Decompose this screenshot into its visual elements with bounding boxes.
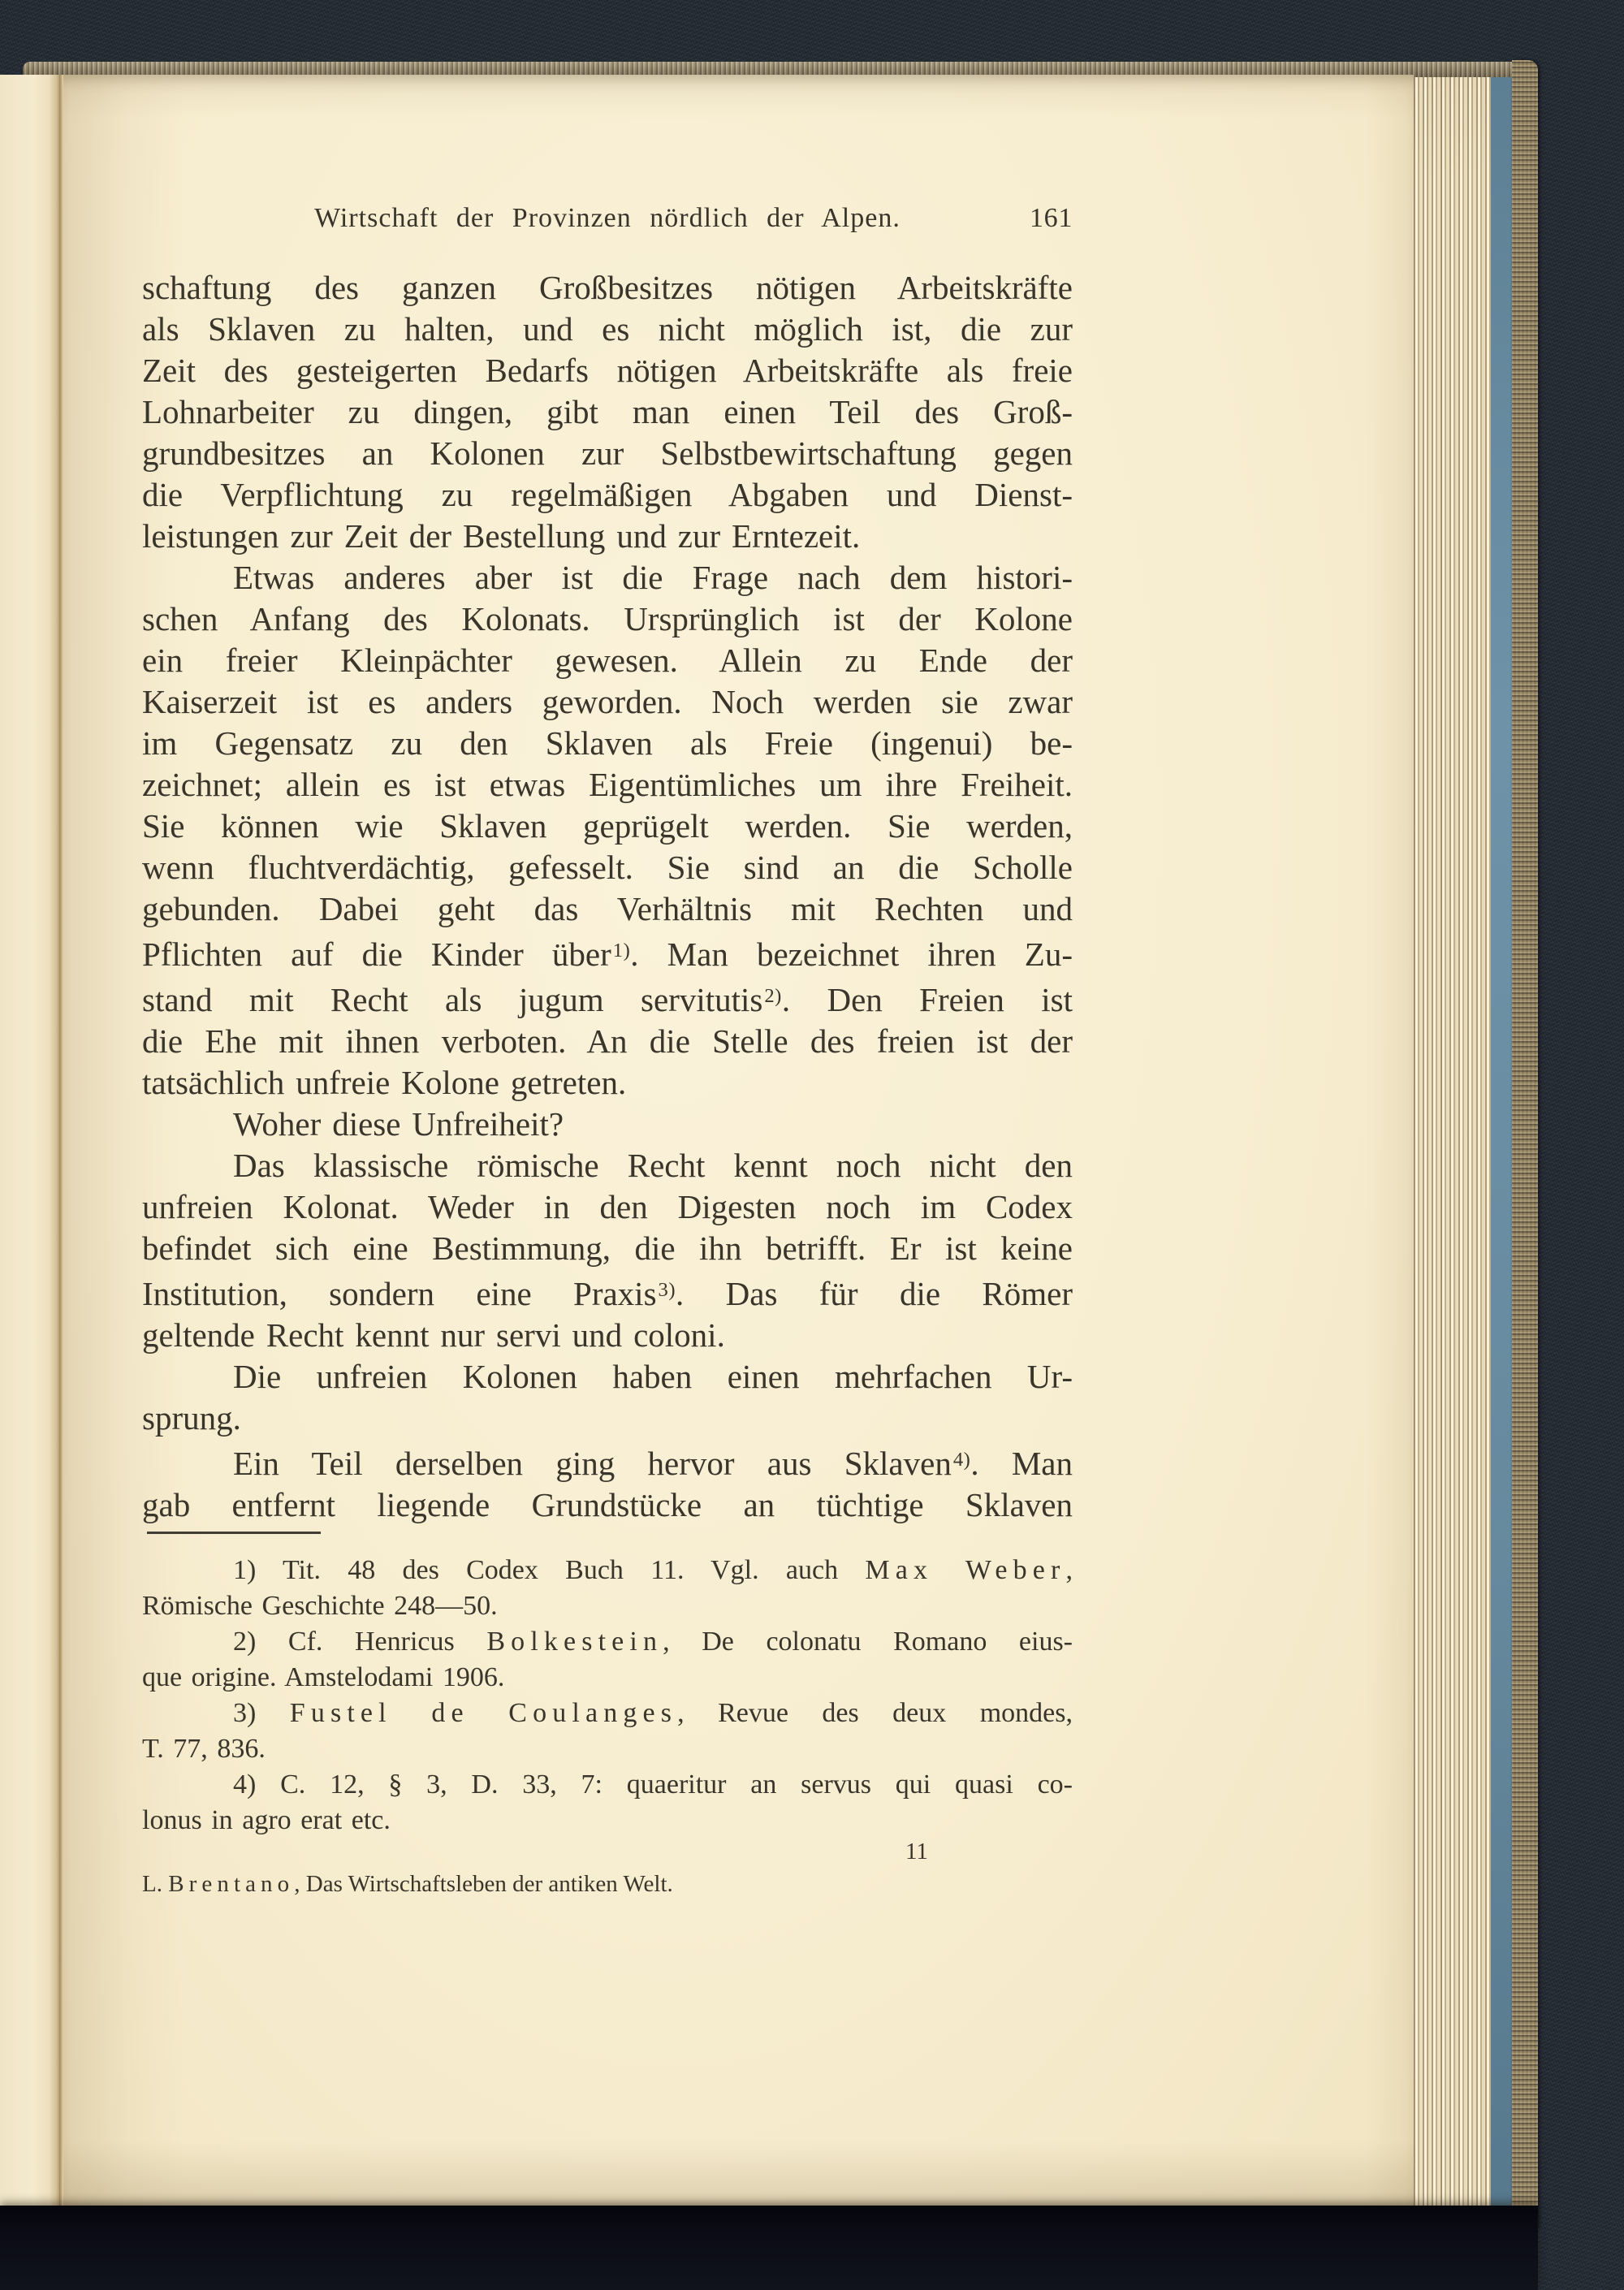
- body-text-line: Kaiserzeit ist es anders geworden. Noch werden sie zwar: [142, 683, 1073, 720]
- body-text-line: ein freier Kleinpächter gewesen. Allein zu Ende der: [142, 642, 1073, 679]
- footer-signature: [142, 1868, 1073, 1900]
- page-number: 161: [1029, 203, 1073, 233]
- body-text-line: Ein Teil derselben ging hervor aus Sklaven$^{4)}$. Man: [233, 1445, 1073, 1483]
- body-text-line: Die unfreien Kolonen haben einen mehrfachen Ur-: [233, 1358, 1073, 1396]
- footnote-line: lonus in agro erat etc.: [142, 1805, 391, 1835]
- body-text: [142, 267, 1073, 1526]
- body-text-line: wenn fluchtverdächtig, gefesselt. Sie sind an die Scholle: [142, 849, 1073, 886]
- body-text-line: Das klassische römische Recht kennt noch nicht den: [233, 1147, 1073, 1185]
- footnote-line: Römische Geschichte 248—50.: [142, 1591, 498, 1621]
- body-text-line: gab entfernt liegende Grundstücke an tüchtige Sklaven: [142, 1486, 1073, 1524]
- bottom-cover-edge: [0, 2206, 1538, 2290]
- body-text-line: grundbesitzes an Kolonen zur Selbstbewirtschaftung gegen: [142, 434, 1073, 472]
- running-title: Wirtschaft der Provinzen nördlich der Alpen.: [314, 203, 901, 233]
- footnote-reference: 3): [658, 1279, 676, 1302]
- body-text-line: Woher diese Unfreiheit?: [233, 1105, 564, 1143]
- footnotes: [142, 1553, 1073, 1838]
- body-text-line: im Gegensatz zu den Sklaven als Freie (ingenui) be-: [142, 724, 1073, 762]
- footnote-reference: 4): [952, 1449, 971, 1471]
- body-text-line: Lohnarbeiter zu dingen, gibt man einen Teil des Groß-: [142, 393, 1073, 430]
- footnote-line: T. 77, 836.: [142, 1734, 266, 1764]
- footer-signature-line: L. Brentano, Das Wirtschaftsleben der antiken Welt.: [142, 1871, 673, 1897]
- page-footer: [142, 1835, 1073, 1897]
- footnote-reference: 1): [612, 940, 631, 961]
- body-text-line: geltende Recht kennt nur servi und coloni.: [142, 1316, 725, 1355]
- footnote-line: 4) C. 12, § 3, D. 33, 7: quaeritur an servus qui quasi co-: [233, 1769, 1073, 1800]
- cover-cloth-edge: [1512, 60, 1538, 2232]
- footnote-line: 2) Cf. Henricus Bolkestein, De colonatu Romano eius-: [233, 1627, 1073, 1657]
- sheet-number: 11: [905, 1838, 928, 1864]
- body-text-line: befindet sich eine Bestimmung, die ihn betrifft. Er ist keine: [142, 1229, 1073, 1268]
- body-text-line: die Ehe mit ihnen verboten. An die Stelle des freien ist der: [142, 1022, 1073, 1061]
- page-stack-fore-edge: [1414, 77, 1491, 2206]
- blue-endpaper-edge: [1491, 77, 1512, 2206]
- letterspaced-name: Brentano: [168, 1871, 295, 1897]
- footnote-line: 3) Fustel de Coulanges, Revue des deux mondes,: [233, 1698, 1073, 1728]
- body-text-line: tatsächlich unfreie Kolone getreten.: [142, 1064, 627, 1102]
- body-text-line: gebunden. Dabei geht das Verhältnis mit Rechten und: [142, 890, 1073, 927]
- body-text-line: zeichnet; allein es ist etwas Eigentümliches um ihre Freiheit.: [142, 766, 1073, 803]
- body-text-line: als Sklaven zu halten, und es nicht möglich ist, die zur: [142, 310, 1073, 348]
- body-text-line: schaftung des ganzen Großbesitzes nötigen Arbeitskräfte: [142, 269, 1073, 306]
- body-text-line: Pflichten auf die Kinder über$^{1)}$. Man bezeichnet ihren Zu-: [142, 935, 1073, 974]
- body-text-line: Zeit des gesteigerten Bedarfs nötigen Arbeitskräfte als freie: [142, 352, 1073, 389]
- body-text-line: sprung.: [142, 1399, 241, 1437]
- body-text-line: schen Anfang des Kolonats. Ursprünglich ist der Kolone: [142, 600, 1073, 637]
- body-text-line: Sie können wie Sklaven geprügelt werden. Sie werden,: [142, 807, 1073, 845]
- body-text-line: Institution, sondern eine Praxis$^{3)}$. Das für die Römer: [142, 1275, 1073, 1313]
- letterspaced-name: Max Weber: [865, 1555, 1066, 1585]
- body-text-line: die Verpflichtung zu regelmäßigen Abgaben und Dienst-: [142, 476, 1073, 513]
- footnote-reference: 2): [764, 985, 782, 1008]
- body-text-line: Etwas anderes aber ist die Frage nach dem histori-: [233, 559, 1073, 596]
- letterspaced-name: Bolkestein: [486, 1627, 663, 1657]
- body-text-line: unfreien Kolonat. Weder in den Digesten noch im Codex: [142, 1188, 1073, 1226]
- body-text-line: leistungen zur Zeit der Bestellung und zur Erntezeit.: [142, 517, 861, 555]
- letterspaced-name: Fustel de Coulanges: [289, 1698, 678, 1728]
- facing-page-sliver: [0, 75, 60, 2206]
- footnote-line: 1) Tit. 48 des Codex Buch 11. Vgl. auch Max Weber,: [233, 1555, 1073, 1585]
- body-text-line: stand mit Recht als jugum servitutis$^{2)}$. Den Freien ist: [142, 981, 1073, 1019]
- footnote-line: que origine. Amstelodami 1906.: [142, 1662, 505, 1692]
- footnote-rule: [147, 1532, 321, 1534]
- page-header: [142, 200, 1073, 237]
